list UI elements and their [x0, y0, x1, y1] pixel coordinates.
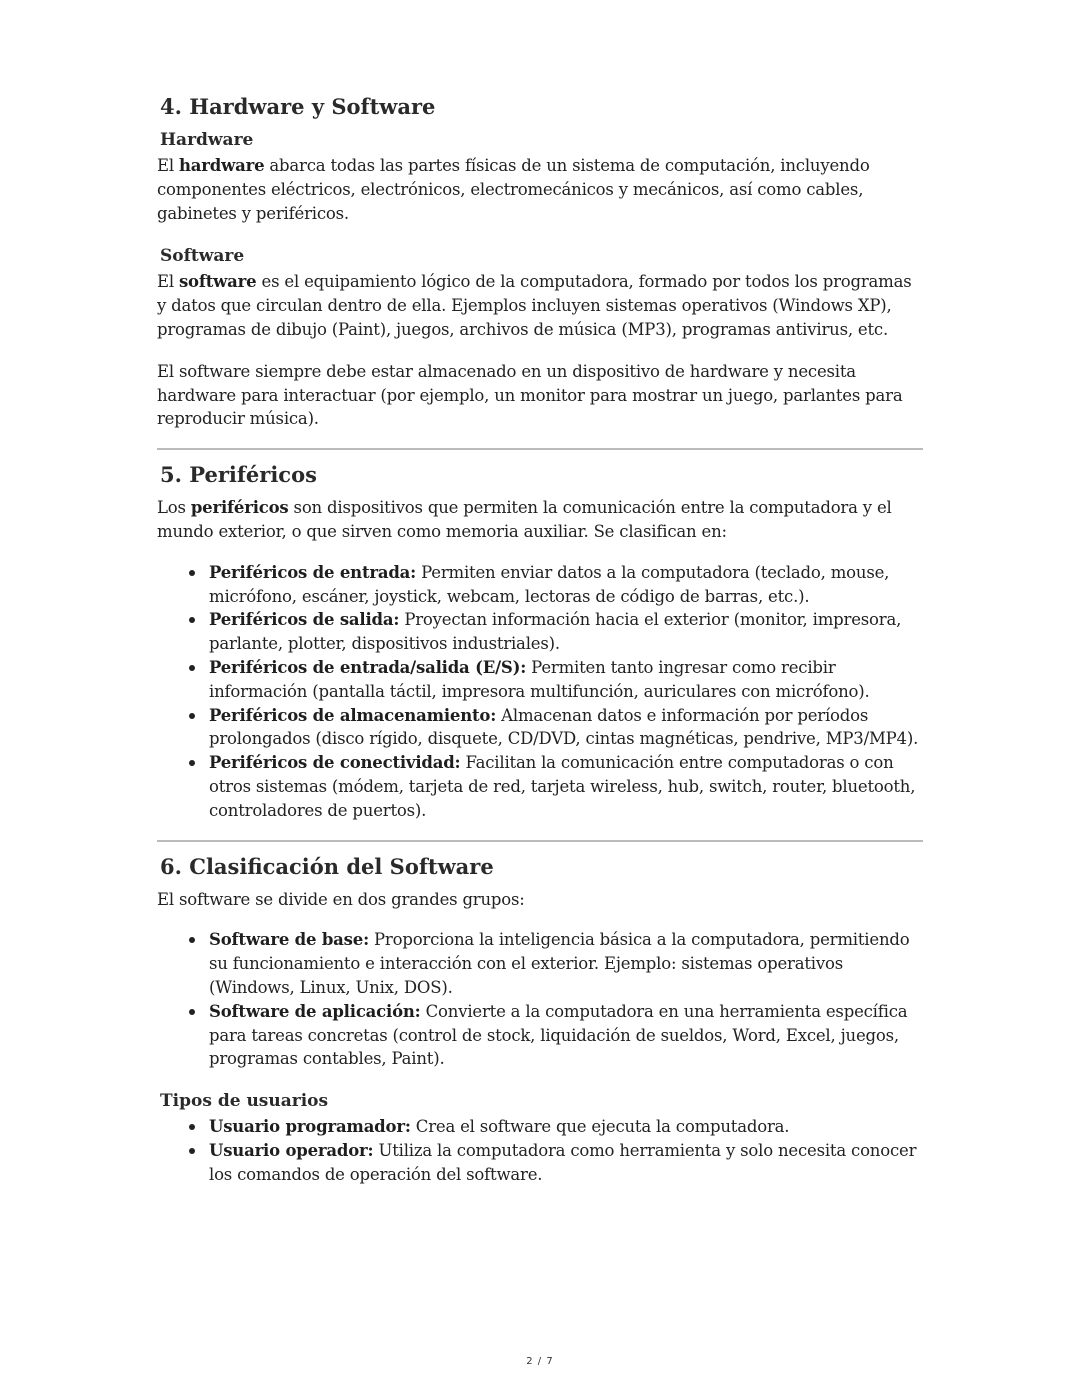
perifericos-list — [157, 561, 923, 823]
section-divider — [157, 448, 923, 450]
paragraph-clasificacion-intro: El software se divide en dos grandes grupos: — [157, 889, 525, 909]
software-types-list — [157, 928, 923, 1071]
term-perifericos: periféricos — [190, 498, 289, 518]
list-item: Usuario operador: Utiliza la computadora como herramienta y solo necesita conocer los comandos de operación del software. — [209, 1139, 923, 1187]
term-hardware: hardware — [178, 156, 265, 175]
subheading-hardware: Hardware — [160, 130, 254, 150]
section-heading-perifericos: 5. Periféricos — [160, 462, 317, 488]
document-page — [157, 92, 923, 1187]
user-types-list — [157, 1115, 923, 1186]
section-heading-clasificacion-software: 6. Clasificación del Software — [160, 853, 494, 879]
term-software: software — [178, 272, 257, 292]
paragraph-software-storage: El software siempre debe estar almacenado en un dispositivo de hardware y necesita hardware para interactuar (por ejemplo, un monitor para mostrar un juego, parlantes para reproducir música). — [157, 361, 903, 429]
subheading-tipos-usuarios: Tipos de usuarios — [160, 1091, 329, 1112]
subheading-software: Software — [160, 246, 245, 267]
paragraph-hardware: El hardware abarca todas las partes físicas de un sistema de computación, incluyendo componentes eléctricos, electrónicos, electromecánicos y mecánicos, así como cables, gabinetes y periféricos. — [157, 156, 870, 223]
section-divider — [157, 840, 923, 842]
list-item: Usuario programador: Crea el software que ejecuta la computadora. — [209, 1115, 923, 1139]
list-item: Periféricos de conectividad: Facilitan la comunicación entre computadoras o con otros sistemas (módem, tarjeta de red, tarjeta wireless, hub, switch, router, bluetooth, controladores de puertos). — [209, 751, 923, 822]
list-item: Periféricos de salida: Proyectan información hacia el exterior (monitor, impresora, parlante, plotter, dispositivos industriales). — [209, 608, 923, 656]
list-item: Periféricos de almacenamiento: Almacenan datos e información por períodos prolongados (disco rígido, disquete, CD/DVD, cintas magnéticas, pendrive, MP3/MP4). — [209, 704, 923, 752]
list-item: Periféricos de entrada/salida (E/S): Permiten tanto ingresar como recibir información (pantalla táctil, impresora multifunción, auriculares con micrófono). — [209, 656, 923, 704]
paragraph-perifericos-intro: Los periféricos son dispositivos que permiten la comunicación entre la computadora y el mundo exterior, o que sirven como memoria auxiliar. Se clasifican en: — [157, 498, 892, 541]
list-item: Software de aplicación: Convierte a la computadora en una herramienta específica para tareas concretas (control de stock, liquidación de sueldos, Word, Excel, juegos, programas contables, Paint). — [209, 1000, 923, 1071]
paragraph-software: El software es el equipamiento lógico de la computadora, formado por todos los programas y datos que circulan dentro de ella. Ejemplos incluyen sistemas operativos (Windows XP), programas de dibujo (Paint), juegos, archivos de música (MP3), programas antivirus, etc. — [157, 272, 912, 339]
section-heading-hardware-software: 4. Hardware y Software — [160, 94, 436, 119]
page-number: 2 / 7 — [526, 1356, 554, 1367]
list-item: Software de base: Proporciona la inteligencia básica a la computadora, permitiendo su funcionamiento e interacción con el exterior. Ejemplo: sistemas operativos (Windows, Linux, Unix, DOS). — [209, 928, 923, 999]
list-item: Periféricos de entrada: Permiten enviar datos a la computadora (teclado, mouse, micrófono, escáner, joystick, webcam, lectoras de código de barras, etc.). — [209, 561, 923, 609]
